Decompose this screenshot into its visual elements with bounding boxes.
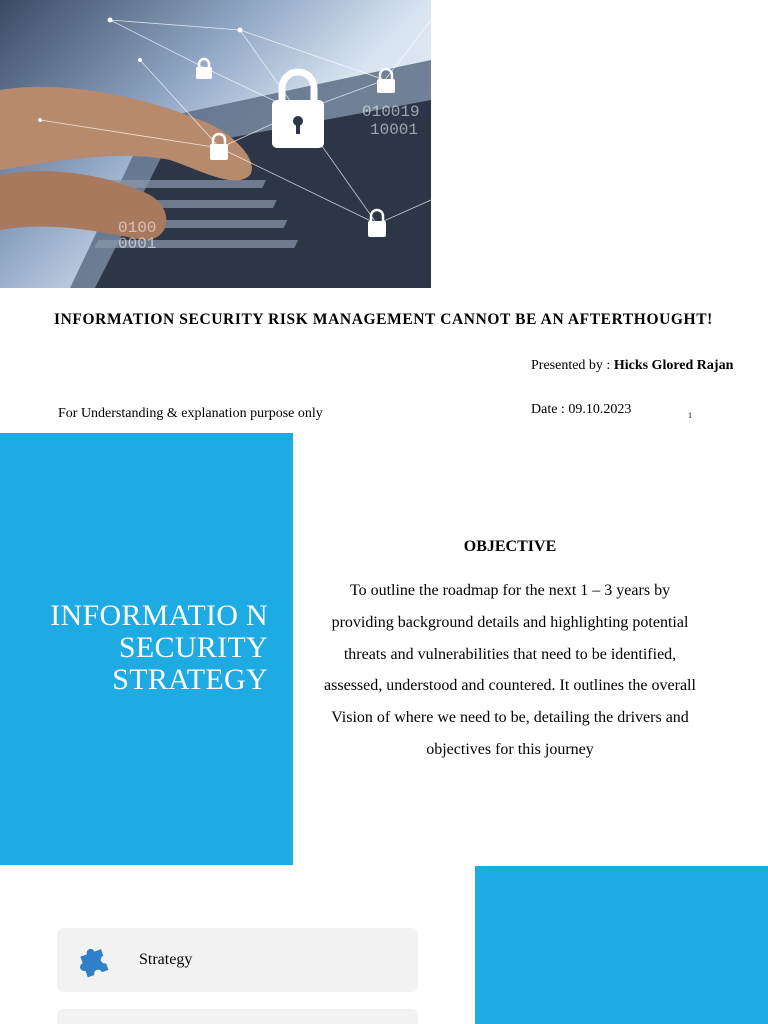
padlock-icon — [272, 72, 324, 148]
disclaimer-text: For Understanding & explanation purpose only — [58, 406, 323, 421]
presenter-line — [531, 358, 733, 374]
agenda-item-label: Strategy — [139, 951, 193, 968]
puzzle-icon — [77, 942, 113, 978]
blue-accent-block — [475, 866, 768, 1024]
agenda-item-strategy — [57, 928, 418, 992]
slide-title: INFORMATION SECURITY RISK MANAGEMENT CANNOT BE AN AFTERTHOUGHT! — [54, 311, 713, 328]
hero-binary-text: 0001 — [118, 235, 157, 253]
presentation-date: Date : 09.10.2023 — [531, 402, 632, 417]
objective-title: OBJECTIVE — [463, 538, 557, 555]
page-number: 1 — [688, 411, 692, 420]
presenter-name: Hicks Glored Rajan — [613, 358, 734, 373]
hero-binary-text: 0100 — [118, 219, 157, 237]
objective-body: To outline the roadmap for the next 1 – 3 years by providing background details and highlighting potential threats and vulnerabilities that need to be identified, assessed, understood and countered. It outlines the overall Vision of where we need to be, detailing the drivers and objectives for this journey — [324, 582, 696, 758]
hero-image — [0, 0, 431, 288]
hero-binary-text: 010019 — [362, 103, 420, 121]
hero-illustration — [0, 0, 431, 288]
padlock-icon — [196, 59, 212, 79]
agenda-item — [57, 1009, 418, 1024]
section-heading: INFORMATIO N SECURITY STRATEGY — [50, 599, 268, 696]
presented-by-label: Presented by : — [531, 358, 614, 373]
hero-binary-text: 10001 — [370, 121, 419, 139]
